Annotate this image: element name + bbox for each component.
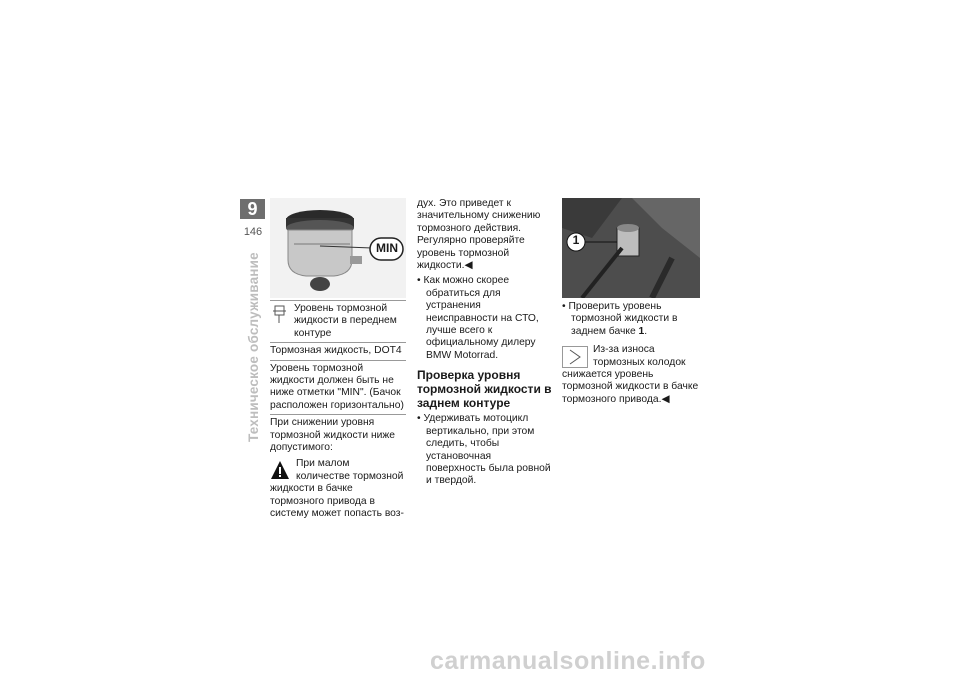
caption-table — [270, 300, 406, 415]
warning-text: При малом количестве тормозной жидкости в бачке тормозного привода в систему может попасть воз- — [270, 458, 404, 520]
caption-level-text: Уровень тормозной жидкости в переднем контуре — [294, 303, 397, 339]
warning-triangle-icon — [270, 460, 290, 480]
column-1 — [270, 198, 406, 521]
rear-reservoir-photo — [562, 198, 700, 298]
check-level-text: • Проверить уровень тормозной жидкости в заднем бачке — [562, 301, 678, 337]
page-number: 146 — [243, 226, 263, 238]
list-item: • Как можно скорее обратиться для устранения неисправности на СТО, лучше всего к официальному дилеру BMW Motorrad. — [417, 275, 539, 361]
note-text: Из-за износа тормозных колодок снижается уровень тормозной жидкости в бачке тормозного привода.◀ — [562, 344, 699, 405]
callout-1-label: 1 — [572, 233, 580, 247]
caption-row-level — [270, 301, 406, 343]
chapter-title: Техническое обслуживание — [246, 252, 261, 442]
list-item — [562, 301, 700, 338]
reservoir-level-icon — [270, 303, 294, 340]
rear-reservoir-illustration — [562, 198, 700, 298]
warning-continuation: дух. Это приведет к значительному снижению тормозного действия. — [417, 198, 541, 234]
note-block — [562, 344, 700, 406]
warning-block — [270, 458, 406, 520]
column-2 — [417, 198, 552, 488]
column-3 — [562, 198, 700, 406]
front-reservoir-photo — [270, 198, 406, 298]
caption-row-spec: Уровень тормозной жидкости должен быть не ниже отметки "MIN". (Бачок расположен горизонтально) — [270, 362, 404, 411]
section-heading: Проверка уровня тормозной жидкости в заднем контуре — [417, 368, 552, 411]
reservoir-callout-ref: 1 — [638, 325, 645, 337]
watermark: carmanualsonline.info — [430, 647, 706, 675]
caption-row-fluid: Тормозная жидкость, DOT4 — [270, 343, 406, 360]
chapter-number-tab: 9 — [240, 199, 265, 219]
note-play-icon — [562, 346, 588, 368]
list-item: • Удерживать мотоцикл вертикально, при этом следить, чтобы установочная поверхность была ровной и твердой. — [417, 413, 551, 487]
sentence-end: . — [644, 325, 648, 337]
low-level-text: При снижении уровня тормозной жидкости ниже допустимого: — [270, 417, 396, 454]
min-label: MIN — [376, 241, 398, 255]
check-regularly-text: Регулярно проверяйте уровень тормозной жидкости.◀ — [417, 235, 525, 272]
